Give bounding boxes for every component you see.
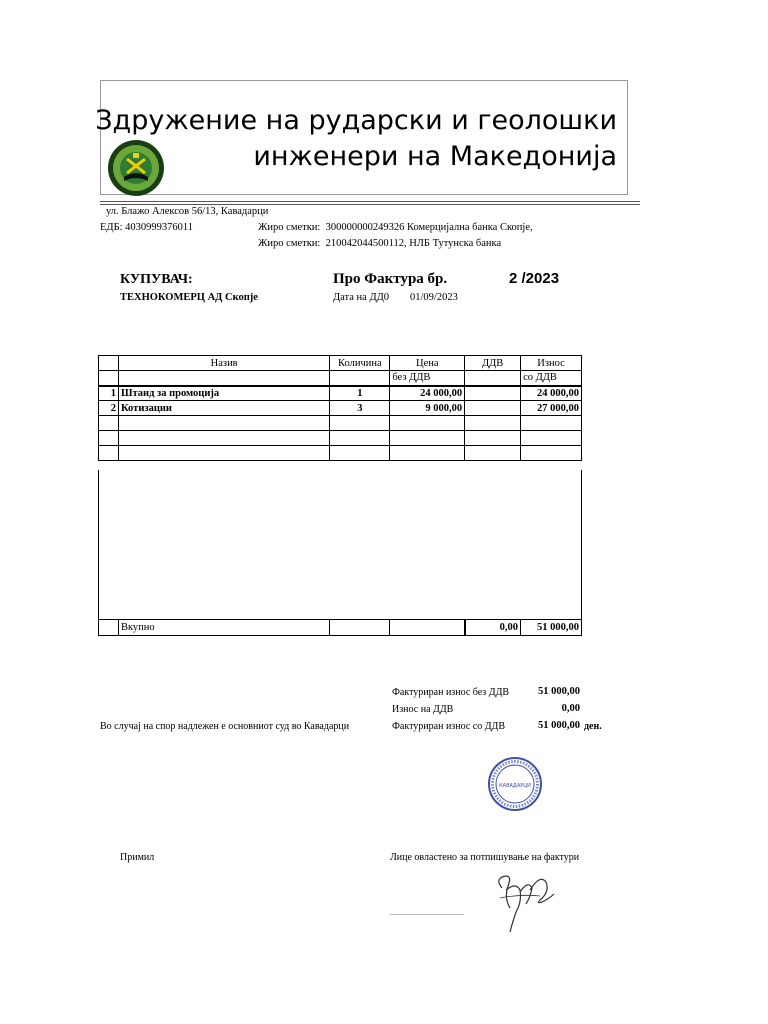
row-price: 24 000,00	[390, 386, 465, 401]
header-amount: Износ	[521, 356, 582, 371]
invoice-number-value: 2	[509, 270, 518, 287]
stamp-text: КАВАДАРЦИ	[499, 783, 531, 789]
invoice-year: /2023	[521, 270, 560, 287]
row-price: 9 000,00	[390, 401, 465, 416]
subheader-price: без ДДВ	[390, 371, 465, 386]
summary-with-vat: 51 000,00	[538, 720, 580, 731]
org-account1	[258, 222, 533, 233]
header-vat: ДДВ	[465, 356, 521, 371]
letterhead	[95, 80, 628, 195]
invoice-date: 01/09/2023	[410, 292, 458, 303]
summary-without-vat: 51 000,00	[538, 686, 580, 697]
row-amount: 24 000,00	[521, 386, 582, 401]
table-row-empty	[99, 431, 582, 446]
signature-icon	[490, 868, 560, 936]
header-rule	[100, 201, 640, 202]
signature-line	[390, 914, 464, 915]
invoice-number	[509, 270, 559, 287]
table-subheader-row	[99, 371, 582, 386]
summary-vat: 0,00	[561, 703, 580, 714]
court-note: Во случај на спор надлежен е основниот суд во Кавадарци	[100, 721, 350, 732]
buyer-label: КУПУВАЧ:	[120, 272, 193, 287]
header-name: Назив	[118, 356, 329, 371]
row-qty: 1	[330, 386, 390, 401]
date-label: Дата на ДД0	[333, 292, 390, 303]
authorized-label: Лице овластено за потпишување на фактури	[390, 852, 580, 863]
summary-without-vat-label: Фактуриран износ без ДДВ	[392, 687, 510, 698]
org-name-line1: Здружение на рударски и геолошки	[95, 105, 617, 136]
subheader-cell	[118, 371, 329, 386]
account-value: 210042044500112, НЛБ Тутунска банка	[325, 238, 502, 249]
row-vat	[465, 401, 521, 416]
total-table	[98, 619, 582, 636]
summary-vat-label: Износ на ДДВ	[392, 704, 454, 715]
org-edb: ЕДБ: 4030999376011	[100, 222, 194, 233]
row-qty: 3	[330, 401, 390, 416]
table-row-empty	[99, 446, 582, 461]
account-label: Жиро сметки:	[258, 222, 321, 233]
subheader-cell	[99, 371, 119, 386]
subheader-cell	[330, 371, 390, 386]
header-price: Цена	[390, 356, 465, 371]
items-empty-area	[98, 470, 582, 620]
buyer-name: ТЕХНОКОМЕРЦ АД Скопје	[120, 292, 258, 303]
row-name: Котизации	[118, 401, 329, 416]
header-qty: Количина	[330, 356, 390, 371]
header-no	[99, 356, 119, 371]
row-no: 2	[99, 401, 119, 416]
items-table	[98, 355, 582, 461]
table-header-row	[99, 356, 582, 371]
row-name: Штанд за промоција	[118, 386, 329, 401]
row-vat	[465, 386, 521, 401]
total-vat: 0,00	[465, 620, 521, 636]
subheader-cell	[465, 371, 521, 386]
org-account2	[258, 238, 501, 249]
received-label: Примил	[120, 852, 155, 863]
row-amount: 27 000,00	[521, 401, 582, 416]
table-row-empty	[99, 416, 582, 431]
summary-currency: ден.	[584, 721, 602, 732]
header-rule	[100, 204, 640, 205]
invoice-title: Про Фактура бр.	[333, 271, 448, 287]
stamp-icon	[486, 755, 544, 813]
total-row	[99, 620, 582, 636]
table-row	[99, 401, 582, 416]
account-label: Жиро сметки:	[258, 238, 321, 249]
org-address: ул. Блажо Алексов 56/13, Кавадарци	[106, 206, 269, 217]
table-row	[99, 386, 582, 401]
total-amount: 51 000,00	[521, 620, 582, 636]
account-value: 300000000249326 Комерцијална банка Скопје,	[325, 222, 533, 233]
summary-with-vat-label: Фактуриран износ со ДДВ	[392, 721, 506, 732]
subheader-amount: со ДДВ	[521, 371, 582, 386]
row-no: 1	[99, 386, 119, 401]
org-logo-icon	[107, 139, 165, 197]
total-label: Вкупно	[118, 620, 330, 636]
org-name-line2: инженери на Македонија	[253, 141, 617, 172]
